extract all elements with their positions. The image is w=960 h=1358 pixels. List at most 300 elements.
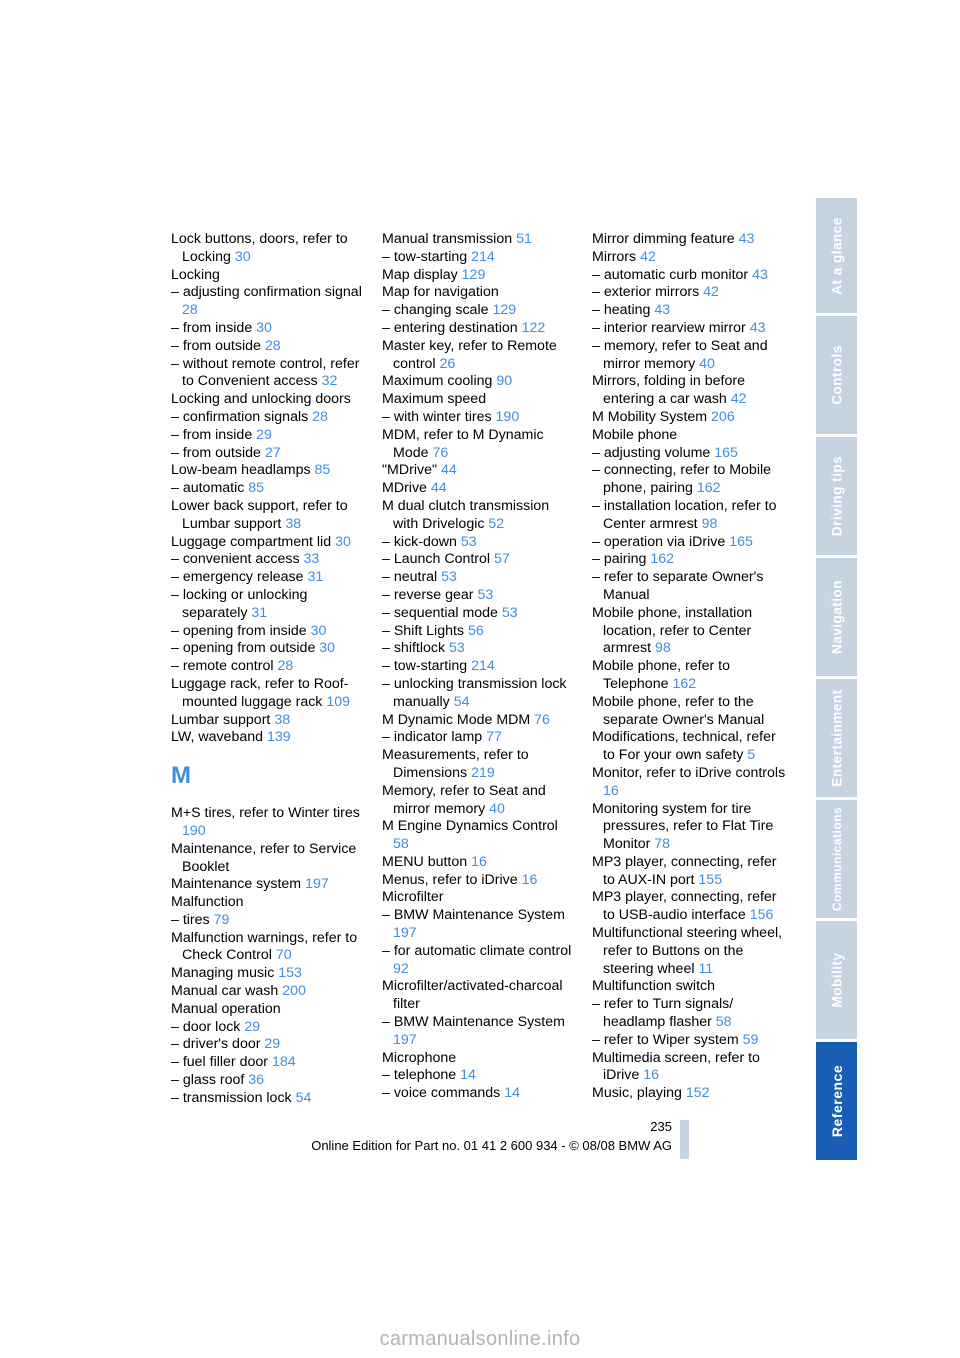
index-entry-text: – BMW Maintenance System xyxy=(382,1014,565,1031)
page-link[interactable]: 214 xyxy=(471,658,495,675)
page-link[interactable]: 197 xyxy=(393,1031,417,1048)
index-entry xyxy=(382,943,574,979)
tab-label: Communications xyxy=(829,806,844,912)
index-entry-text: – adjusting volume xyxy=(592,444,711,461)
page-link[interactable]: 38 xyxy=(274,711,291,728)
index-entry-text: M Engine Dynamics Control xyxy=(382,818,558,835)
page-link[interactable]: 51 xyxy=(516,231,532,247)
index-column-2 xyxy=(382,231,574,1103)
page-link[interactable]: 79 xyxy=(213,911,230,928)
index-entry xyxy=(592,569,788,605)
index-entry xyxy=(382,623,574,641)
index-entry xyxy=(171,894,363,912)
page-link[interactable]: 76 xyxy=(534,711,550,728)
page-link[interactable]: 14 xyxy=(460,1067,476,1084)
index-entry-text: – driver's door xyxy=(171,1036,261,1053)
index-entry-text: – heating xyxy=(592,302,651,319)
index-entry-text: – indicator lamp xyxy=(382,729,483,746)
index-entry-text: – transmission lock xyxy=(171,1089,292,1106)
tab-reference[interactable] xyxy=(816,1042,857,1160)
page-link[interactable]: 43 xyxy=(749,319,766,336)
index-entry xyxy=(171,267,363,285)
page-link[interactable]: 28 xyxy=(182,302,198,319)
index-entry xyxy=(382,640,574,658)
page-link[interactable]: 129 xyxy=(461,266,486,283)
page-link[interactable]: 165 xyxy=(729,533,753,550)
page-link[interactable]: 56 xyxy=(467,622,484,639)
index-entry-text: – refer to Wiper system xyxy=(592,1031,739,1048)
index-entry-text: Multifunction switch xyxy=(592,978,716,995)
index-entry-text: Maximum speed xyxy=(382,391,487,408)
page-link[interactable]: 129 xyxy=(492,302,517,319)
index-entry xyxy=(171,805,363,841)
index-entry xyxy=(382,872,574,890)
index-entry-text: – tow-starting xyxy=(382,658,468,675)
page-link[interactable]: 190 xyxy=(495,408,520,425)
index-entry-text: Manual car wash xyxy=(171,983,279,1000)
index-entry xyxy=(382,409,574,427)
index-entry-text: – opening from inside xyxy=(171,622,307,639)
index-entry xyxy=(592,658,788,694)
page-link[interactable]: 58 xyxy=(393,836,409,853)
page-link[interactable]: 31 xyxy=(251,604,268,621)
index-entry-text: – fuel filler door xyxy=(171,1054,268,1071)
page-link[interactable]: 139 xyxy=(266,729,291,746)
index-entry-text: – confirmation signals xyxy=(171,408,309,425)
index-entry-text: Locking and unlocking doors xyxy=(171,391,351,408)
page-link[interactable]: 200 xyxy=(282,983,306,1000)
page-link[interactable]: 30 xyxy=(319,640,336,657)
index-entry xyxy=(171,551,363,569)
index-entry-text: – changing scale xyxy=(382,302,489,319)
index-entry xyxy=(171,427,363,445)
page-link[interactable]: 43 xyxy=(654,302,671,319)
index-entry xyxy=(592,925,788,978)
page-link[interactable]: 27 xyxy=(264,444,281,461)
index-entry xyxy=(171,462,363,480)
index-entry xyxy=(382,302,574,320)
page-link[interactable]: 16 xyxy=(603,782,619,799)
index-entry xyxy=(171,1090,363,1108)
index-entry-text: – refer to separate Owner's Manual xyxy=(592,569,764,603)
index-entry xyxy=(592,605,788,658)
page-link[interactable]: 11 xyxy=(698,960,714,977)
tab-communications[interactable] xyxy=(816,800,857,918)
page-link[interactable]: 14 xyxy=(504,1085,521,1102)
index-entry-text: – convenient access xyxy=(171,551,300,568)
page-link[interactable]: 28 xyxy=(277,658,294,675)
index-entry-text: Lower back support, refer to Lumbar support xyxy=(171,497,348,532)
page-link[interactable]: 98 xyxy=(655,640,671,657)
index-entry xyxy=(382,747,574,783)
index-entry-text: Manual transmission xyxy=(382,231,513,247)
page-link[interactable]: 30 xyxy=(310,622,327,639)
index-entry xyxy=(382,267,574,285)
page-link[interactable]: 26 xyxy=(439,355,456,372)
index-entry xyxy=(171,445,363,463)
page-link[interactable]: 214 xyxy=(471,248,495,265)
index-entry xyxy=(382,320,574,338)
index-entry xyxy=(171,480,363,498)
page-link[interactable]: 184 xyxy=(271,1054,296,1071)
index-entry xyxy=(171,912,363,930)
index-entry-text: Luggage rack, refer to Roof-mounted luggage rack xyxy=(171,675,349,710)
index-entry xyxy=(171,587,363,623)
index-entry xyxy=(592,302,788,320)
page-link[interactable]: 38 xyxy=(285,515,302,532)
page-link[interactable]: 43 xyxy=(738,231,755,247)
index-entry-text: – installation location, refer to Center armrest xyxy=(592,497,777,532)
page-link[interactable]: 29 xyxy=(244,1018,261,1035)
page-link[interactable]: 58 xyxy=(715,1014,732,1031)
page-link[interactable]: 54 xyxy=(295,1089,312,1106)
page-link[interactable]: 92 xyxy=(393,960,409,977)
page-link[interactable]: 31 xyxy=(307,569,324,586)
tab-navigation[interactable] xyxy=(816,558,857,676)
index-entry xyxy=(382,498,574,534)
index-entry-text: – automatic xyxy=(171,480,245,497)
index-entry-text: Mirror dimming feature xyxy=(592,231,735,247)
index-entry-text: – adjusting confirmation signal xyxy=(171,284,362,301)
page-link[interactable]: 30 xyxy=(256,319,272,336)
index-entry xyxy=(382,676,574,712)
page-marker-bar xyxy=(680,1120,689,1159)
index-entry xyxy=(592,1032,788,1050)
index-entry-text: – kick-down xyxy=(382,533,457,550)
index-entry-text: Multimedia screen, refer to iDrive xyxy=(592,1049,760,1084)
index-entry-text: Luggage compartment lid xyxy=(171,533,332,550)
index-entry-text: Multifunctional steering wheel, refer to Buttons on the steering wheel xyxy=(592,925,783,977)
page-link[interactable]: 90 xyxy=(496,373,513,390)
index-entry xyxy=(171,1019,363,1037)
index-entry-text: – opening from outside xyxy=(171,640,316,657)
index-entry-text: Mirrors, folding in before entering a car wash xyxy=(592,373,745,408)
page-link[interactable]: 53 xyxy=(501,604,518,621)
index-entry xyxy=(592,854,788,890)
tab-label: Mobility xyxy=(829,952,844,1008)
tab-label: Driving tips xyxy=(829,455,844,537)
page-link[interactable]: 36 xyxy=(248,1072,265,1089)
page-link[interactable]: 197 xyxy=(305,876,329,893)
index-entry xyxy=(171,1001,363,1019)
index-entry xyxy=(592,534,788,552)
index-entry xyxy=(592,409,788,427)
index-entry xyxy=(171,983,363,1001)
index-entry-text: Mirrors xyxy=(592,248,637,265)
index-entry-text: – unlocking transmission lock manually xyxy=(382,675,567,710)
page-link[interactable]: 155 xyxy=(698,871,723,888)
index-entry-text: – interior rearview mirror xyxy=(592,319,746,336)
page-link[interactable]: 53 xyxy=(477,586,494,603)
index-entry xyxy=(382,534,574,552)
index-entry xyxy=(382,569,574,587)
index-entry xyxy=(592,889,788,925)
page-link[interactable]: 190 xyxy=(182,822,206,839)
index-entry-text: LW, waveband xyxy=(171,729,264,746)
index-entry xyxy=(171,1036,363,1054)
index-entry-text: Lock buttons, doors, refer to Locking xyxy=(171,231,348,265)
index-entry xyxy=(171,729,363,747)
page-link[interactable]: 122 xyxy=(521,319,546,336)
index-entry xyxy=(382,587,574,605)
index-entry-text: – neutral xyxy=(382,569,438,586)
index-entry xyxy=(382,1050,574,1068)
index-entry xyxy=(171,623,363,641)
page-link[interactable]: 78 xyxy=(654,836,671,853)
tab-at-a-glance[interactable] xyxy=(816,198,857,313)
index-entry xyxy=(171,876,363,894)
page-link[interactable]: 162 xyxy=(672,675,697,692)
watermark: carmanualsonline.info xyxy=(379,1328,581,1350)
index-entry xyxy=(592,338,788,374)
index-entry-text: "MDrive" xyxy=(382,462,437,479)
index-entry-text: Managing music xyxy=(171,965,275,982)
index-entry-text: – Launch Control xyxy=(382,551,491,568)
index-entry xyxy=(382,605,574,623)
index-entry xyxy=(171,841,363,877)
index-entry-text: – telephone xyxy=(382,1067,457,1084)
index-entry-text: Menus, refer to iDrive xyxy=(382,871,518,888)
index-entry xyxy=(171,965,363,983)
page-link[interactable]: 53 xyxy=(441,569,457,586)
index-entry xyxy=(592,801,788,854)
page-link[interactable]: 29 xyxy=(256,426,272,443)
index-entry xyxy=(382,1014,574,1050)
index-entry-text: – locking or unlocking separately xyxy=(171,586,308,621)
index-entry xyxy=(382,889,574,907)
index-entry-text: – pairing xyxy=(592,551,647,568)
index-entry xyxy=(382,907,574,943)
index-entry xyxy=(382,373,574,391)
page-link[interactable]: 33 xyxy=(303,551,320,568)
index-entry-text: Measurements, refer to Dimensions xyxy=(382,747,529,781)
index-entry xyxy=(171,930,363,966)
page-link[interactable]: 44 xyxy=(430,480,447,497)
index-entry xyxy=(592,729,788,765)
page-link[interactable]: 153 xyxy=(278,965,302,982)
index-entry-text: – without remote control, refer to Convenient access xyxy=(171,355,360,390)
index-entry-text: Music, playing xyxy=(592,1085,682,1102)
page-link[interactable]: 109 xyxy=(326,693,351,710)
tab-driving-tips[interactable] xyxy=(816,437,857,555)
index-entry xyxy=(592,978,788,996)
index-entry-text: Mobile phone, refer to Telephone xyxy=(592,658,731,692)
index-entry-text: Malfunction xyxy=(171,894,244,911)
page-link[interactable]: 16 xyxy=(521,871,538,888)
index-entry xyxy=(171,569,363,587)
page-link[interactable]: 30 xyxy=(234,248,251,265)
page-link[interactable]: 156 xyxy=(749,907,774,924)
index-entry-text: – tires xyxy=(171,911,210,928)
index-entry xyxy=(171,658,363,676)
index-entry xyxy=(382,338,574,374)
page-link[interactable]: 162 xyxy=(650,551,675,568)
index-entry-text: – exterior mirrors xyxy=(592,284,700,301)
index-entry-text: Manual operation xyxy=(171,1000,281,1017)
page-link[interactable]: 165 xyxy=(714,444,738,461)
index-entry-text: Monitoring system for tire pressures, refer to Flat Tire Monitor xyxy=(592,800,774,853)
page-link[interactable]: 197 xyxy=(393,925,417,942)
index-entry-text: – from outside xyxy=(171,444,261,461)
index-entry xyxy=(592,373,788,409)
page-link[interactable]: 53 xyxy=(460,533,477,550)
index-entry-text: – BMW Maintenance System xyxy=(382,907,565,924)
page-link[interactable]: 40 xyxy=(699,355,715,372)
index-entry xyxy=(592,320,788,338)
index-entry xyxy=(592,996,788,1032)
index-entry-text: – voice commands xyxy=(382,1085,501,1102)
index-entry-text: – sequential mode xyxy=(382,604,498,621)
index-entry xyxy=(592,1050,788,1086)
index-entry xyxy=(171,1054,363,1072)
page-link[interactable]: 52 xyxy=(488,515,505,532)
page-link[interactable]: 29 xyxy=(264,1036,281,1053)
index-entry-text: Microfilter/activated-charcoal filter xyxy=(382,978,563,1013)
page-link[interactable]: 28 xyxy=(312,408,328,425)
index-entry-text: Memory, refer to Seat and mirror memory xyxy=(382,782,546,817)
index-entry-text: MENU button xyxy=(382,853,468,870)
index-entry xyxy=(382,249,574,267)
index-entry-text: MDM, refer to M Dynamic Mode xyxy=(382,426,544,461)
index-entry xyxy=(382,783,574,819)
index-entry-text: – with winter tires xyxy=(382,408,492,425)
index-entry-text: Modifications, technical, refer to For your own safety xyxy=(592,729,776,764)
page-link[interactable]: 98 xyxy=(701,515,718,532)
page-link[interactable]: 30 xyxy=(335,533,351,550)
index-entry xyxy=(382,712,574,730)
index-entry-text: Monitor, refer to iDrive controls xyxy=(592,764,786,781)
index-entry-text: MP3 player, connecting, refer to USB-audio interface xyxy=(592,889,777,924)
index-entry-text: – memory, refer to Seat and mirror memory xyxy=(592,337,768,372)
index-entry xyxy=(592,551,788,569)
index-entry xyxy=(171,391,363,409)
page-link[interactable]: 42 xyxy=(730,391,747,408)
index-entry-text: Maintenance, refer to Service Booklet xyxy=(171,840,357,875)
index-entry-text: – from inside xyxy=(171,319,253,336)
index-entry xyxy=(171,338,363,356)
index-entry-text: Map for navigation xyxy=(382,284,499,301)
tab-controls[interactable] xyxy=(816,316,857,434)
index-entry-text: Malfunction warnings, refer to Check Control xyxy=(171,929,358,964)
index-entry xyxy=(382,729,574,747)
index-entry-text: MP3 player, connecting, refer to AUX-IN port xyxy=(592,853,777,888)
index-letter-heading: M xyxy=(171,762,191,790)
page-link[interactable]: 77 xyxy=(486,729,502,746)
index-entry-text: – automatic curb monitor xyxy=(592,266,749,283)
index-entry xyxy=(171,534,363,552)
index-entry xyxy=(171,356,363,392)
index-column-3 xyxy=(592,231,788,1103)
index-entry xyxy=(592,445,788,463)
page-link[interactable]: 85 xyxy=(248,480,265,497)
page-link[interactable]: 43 xyxy=(752,266,768,283)
index-entry-text: – connecting, refer to Mobile phone, pairing xyxy=(592,462,772,497)
index-column-1 xyxy=(171,231,363,1108)
index-entry xyxy=(171,231,363,267)
page-link[interactable]: 42 xyxy=(703,284,719,301)
index-entry-text: Maximum cooling xyxy=(382,373,493,390)
index-entry xyxy=(171,676,363,712)
index-entry-text: – for automatic climate control xyxy=(382,942,572,959)
page-link[interactable]: 32 xyxy=(321,373,338,390)
index-entry xyxy=(592,462,788,498)
index-entry-text: Lumbar support xyxy=(171,711,271,728)
index-entry-text: – emergency release xyxy=(171,569,304,586)
page-link[interactable]: 44 xyxy=(440,462,457,479)
index-entry-text: Microfilter xyxy=(382,889,444,906)
page-link[interactable]: 70 xyxy=(275,947,292,964)
index-entry xyxy=(592,267,788,285)
page-link[interactable]: 85 xyxy=(314,462,331,479)
tab-mobility[interactable] xyxy=(816,921,857,1039)
index-entry-text: Master key, refer to Remote control xyxy=(382,337,557,372)
page-link[interactable]: 16 xyxy=(471,853,487,870)
index-entry xyxy=(382,231,574,249)
index-entry xyxy=(382,1085,574,1103)
index-entry xyxy=(592,498,788,534)
index-entry xyxy=(592,284,788,302)
page-link[interactable]: 162 xyxy=(696,480,721,497)
index-entry xyxy=(592,1085,788,1103)
index-entry xyxy=(382,818,574,854)
index-entry xyxy=(382,284,574,302)
page-link[interactable]: 59 xyxy=(742,1031,759,1048)
page-link[interactable]: 42 xyxy=(640,248,656,265)
tab-label: Controls xyxy=(829,345,844,405)
page-link[interactable]: 219 xyxy=(471,764,495,781)
page-link[interactable]: 57 xyxy=(494,551,510,568)
page-link[interactable]: 16 xyxy=(643,1067,659,1084)
index-entry-text: – from inside xyxy=(171,426,253,443)
index-entry-text: – reverse gear xyxy=(382,586,474,603)
index-entry-text: – entering destination xyxy=(382,319,518,336)
index-entry xyxy=(382,978,574,1014)
index-entry xyxy=(171,712,363,730)
page-link[interactable]: 54 xyxy=(453,693,470,710)
index-entry xyxy=(382,551,574,569)
index-entry-text: – Shift Lights xyxy=(382,622,465,639)
index-entry-text: Microphone xyxy=(382,1049,457,1066)
index-entry-text: Mobile phone xyxy=(592,426,678,443)
page-link[interactable]: 40 xyxy=(489,800,505,817)
index-entry xyxy=(382,658,574,676)
page-link[interactable]: 53 xyxy=(449,640,465,657)
index-entry xyxy=(382,462,574,480)
index-entry-text: M Mobility System xyxy=(592,408,708,425)
index-entry xyxy=(592,231,788,249)
page-link[interactable]: 5 xyxy=(747,747,756,764)
page-link[interactable]: 28 xyxy=(264,337,281,354)
index-entry xyxy=(171,498,363,534)
index-entry-text: MDrive xyxy=(382,480,427,497)
index-entry xyxy=(592,427,788,445)
index-entry-text: – door lock xyxy=(171,1018,241,1035)
index-entry xyxy=(592,694,788,730)
page-link[interactable]: 76 xyxy=(432,444,449,461)
index-entry-text: – tow-starting xyxy=(382,248,468,265)
page-link[interactable]: 206 xyxy=(711,408,735,425)
index-entry-text: M dual clutch transmission with Drivelogic xyxy=(382,497,550,532)
page-link[interactable]: 152 xyxy=(685,1085,710,1102)
index-entry xyxy=(171,1072,363,1090)
index-entry-text: – from outside xyxy=(171,337,261,354)
tab-label: At a glance xyxy=(829,216,844,295)
tab-entertainment[interactable] xyxy=(816,679,857,797)
index-entry-text: Maintenance system xyxy=(171,876,302,893)
index-entry-text: Locking xyxy=(171,266,220,283)
index-entry-text: – shiftlock xyxy=(382,640,446,657)
index-entry-text: Mobile phone, installation location, refer to Center armrest xyxy=(592,604,753,657)
